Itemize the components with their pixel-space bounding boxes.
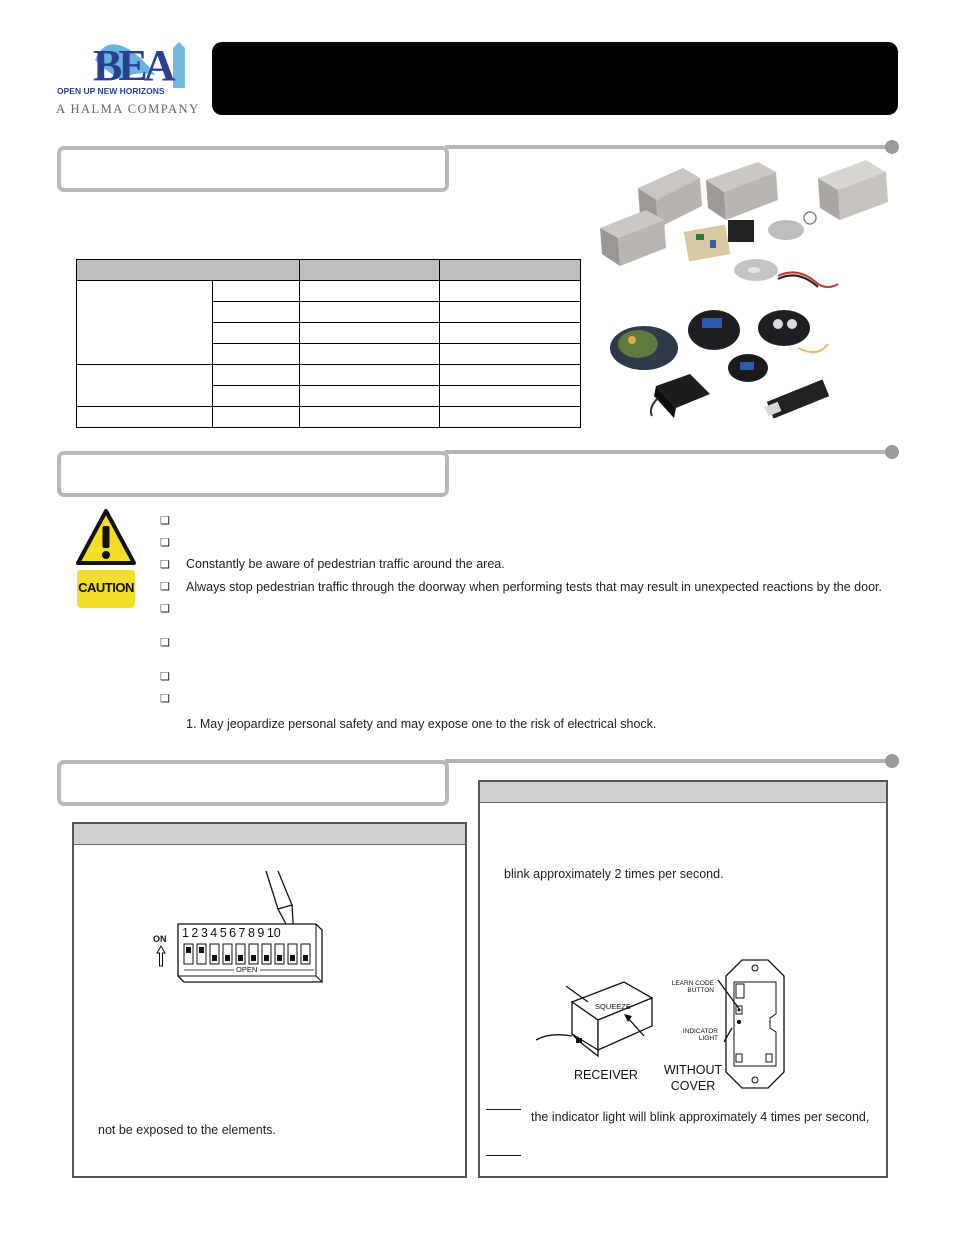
dip-toggle[interactable] <box>210 944 219 964</box>
table-cell <box>213 281 299 302</box>
checkbox-icon: ❏ <box>160 537 170 549</box>
table-header-cell <box>439 260 580 281</box>
table-cell <box>439 281 580 302</box>
section-1-divider <box>445 145 891 149</box>
spec-table <box>76 259 581 428</box>
dip-switch-panel <box>72 822 467 1178</box>
section-1-header-box <box>57 146 449 192</box>
logo-brand-text: BEA <box>93 41 172 90</box>
product-photo <box>598 158 890 426</box>
dip-toggle[interactable] <box>301 944 310 964</box>
receiver-label: RECEIVER <box>574 1068 638 1082</box>
dip-switch-panel-header <box>74 824 465 845</box>
table-cell <box>213 365 299 386</box>
table-cell <box>439 407 580 428</box>
checkbox-icon: ❏ <box>160 693 170 705</box>
table-row <box>77 365 581 386</box>
dip-toggle[interactable] <box>223 944 232 964</box>
table-cell <box>439 344 580 365</box>
receiver-box-3 <box>818 160 888 220</box>
receiver-box-4 <box>600 210 666 266</box>
keyfob-open <box>610 326 678 370</box>
circuit-board <box>684 225 731 262</box>
table-cell <box>299 344 439 365</box>
table-cell <box>439 323 580 344</box>
bea-logo <box>55 40 200 120</box>
title-bar <box>212 42 898 115</box>
dip-switch-open-label: OPEN <box>236 965 258 974</box>
section-3-dot <box>885 754 899 768</box>
fast-blink-instruction: the indicator light will blink approximately 4 times per second, <box>531 1110 870 1124</box>
wire-yellow <box>798 344 828 352</box>
learn-code-panel <box>478 780 888 1178</box>
receiver-black <box>654 374 710 418</box>
dip-toggle[interactable] <box>262 944 271 964</box>
warning-triangle-icon <box>75 508 137 568</box>
battery <box>728 220 754 242</box>
dip-toggle[interactable] <box>197 944 206 964</box>
dip-panel-bottom-text: not be exposed to the elements. <box>98 1123 276 1137</box>
table-cell <box>213 344 299 365</box>
indicator-light-label-1: INDICATOR <box>682 1028 718 1035</box>
table-cell <box>439 302 580 323</box>
wire-black <box>778 275 818 287</box>
dip-toggle[interactable] <box>249 944 258 964</box>
table-cell <box>213 407 299 428</box>
keyfob-black-1 <box>688 310 740 350</box>
table-cell <box>439 386 580 407</box>
indicator-light-label-2: LIGHT <box>698 1035 718 1042</box>
table-cell <box>213 323 299 344</box>
table-cell <box>77 407 213 428</box>
keyfob-black-2 <box>758 310 810 346</box>
section-3-header-box <box>57 760 449 806</box>
safety-footnote: 1. May jeopardize personal safety and may expose one to the risk of electrical shock. <box>186 717 657 731</box>
wire-dark <box>651 398 658 416</box>
dip-toggle[interactable] <box>236 944 245 964</box>
checkbox-icon: ❏ <box>160 581 170 593</box>
section-2-header-box <box>57 451 449 497</box>
table-cell <box>77 281 213 365</box>
dip-toggle[interactable] <box>288 944 297 964</box>
table-cell <box>213 386 299 407</box>
checkbox-icon: ❏ <box>160 637 170 649</box>
battery-pack <box>765 379 830 418</box>
receiver-box-2 <box>706 162 778 220</box>
without-cover-label-1: WITHOUT <box>663 1063 723 1077</box>
callout-arrows <box>716 980 746 1050</box>
table-cell <box>299 407 439 428</box>
dip-toggle[interactable] <box>184 944 193 964</box>
logo-tagline: OPEN UP NEW HORIZONS <box>57 86 165 96</box>
learn-code-label-2: BUTTON <box>687 987 714 994</box>
caution-sign <box>75 508 137 612</box>
blink-instruction: blink approximately 2 times per second. <box>504 867 724 881</box>
table-cell <box>299 302 439 323</box>
section-1-dot <box>885 140 899 154</box>
table-row <box>77 407 581 428</box>
dip-toggle[interactable] <box>275 944 284 964</box>
table-cell <box>213 302 299 323</box>
table-cell <box>299 386 439 407</box>
section-2-dot <box>885 445 899 459</box>
safety-item: Always stop pedestrian traffic through the doorway when performing tests that may result in unexpected reactions by the door. <box>186 580 882 594</box>
table-cell <box>299 365 439 386</box>
on-arrow-icon <box>156 945 166 967</box>
learn-code-panel-header <box>480 782 886 803</box>
without-cover-label-2: COVER <box>670 1079 716 1093</box>
checkbox-icon: ❏ <box>160 603 170 615</box>
section-2-divider <box>445 450 891 454</box>
dip-switch-on-label: ON <box>153 934 167 944</box>
table-cell <box>439 365 580 386</box>
table-cell <box>299 323 439 344</box>
checkbox-icon: ❏ <box>160 515 170 527</box>
table-row <box>77 281 581 302</box>
receiver-drawing <box>536 972 666 1062</box>
learn-code-label-1: LEARN CODE <box>671 980 714 987</box>
table-header-cell <box>77 260 300 281</box>
table-cell <box>77 365 213 407</box>
keyfob-grey-1 <box>768 212 816 240</box>
blank-underline <box>486 1155 521 1156</box>
blank-underline <box>486 1109 521 1110</box>
keyfob-black-3 <box>728 354 768 382</box>
table-header-cell <box>299 260 439 281</box>
section-3-divider <box>445 759 891 763</box>
dip-switch <box>176 920 326 986</box>
safety-item: Constantly be aware of pedestrian traffic around the area. <box>186 557 505 571</box>
checkbox-icon: ❏ <box>160 671 170 683</box>
logo-parent-company: A HALMA COMPANY <box>56 102 200 116</box>
keyfob-grey-2 <box>734 259 778 281</box>
checkbox-icon: ❏ <box>160 559 170 571</box>
caution-label: CAUTION <box>78 580 134 595</box>
table-cell <box>299 281 439 302</box>
table-header-row <box>77 260 581 281</box>
dip-switch-numbers: 1 2 3 4 5 6 7 8 9 10 <box>182 926 281 940</box>
receiver-squeeze-label: SQUEEZE <box>595 1002 631 1011</box>
